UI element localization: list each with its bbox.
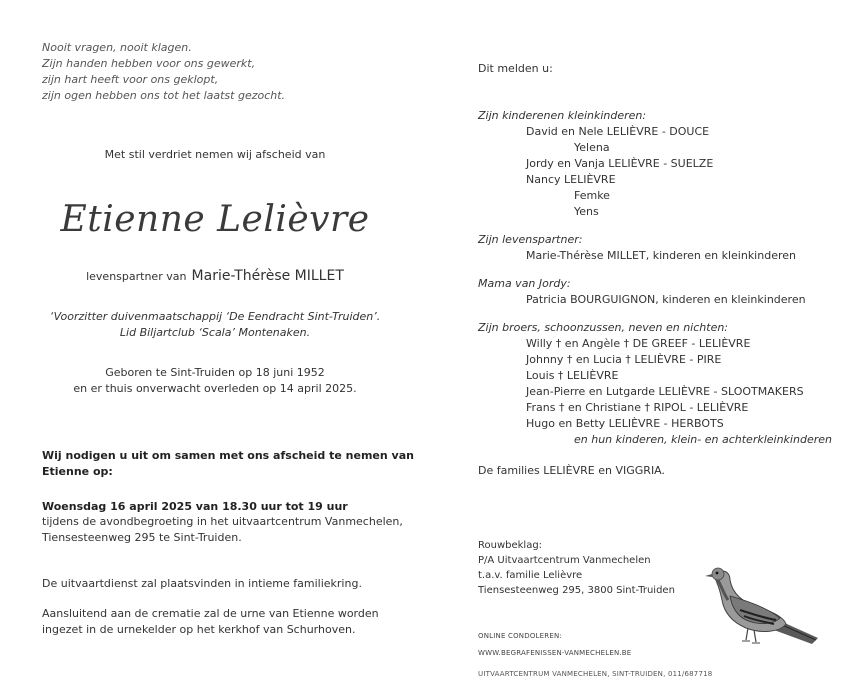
wake-date: Woensdag 16 april 2025 van 18.30 uur tot 19 uur	[42, 500, 348, 513]
poem-line: Zijn handen hebben voor ons gewerkt,	[42, 57, 256, 70]
address-line: Tiensesteenweg 295, 3800 Sint-Truiden	[478, 585, 675, 596]
mama-heading: Mama van Jordy:	[478, 277, 571, 290]
family-line: Frans † en Christiane † RIPOL - LELIÈVRE	[526, 401, 749, 414]
family-line: Jean-Pierre en Lutgarde LELIÈVRE - SLOOTMAKERS	[526, 385, 804, 398]
poem-line: zijn hart heeft voor ons geklopt,	[42, 73, 219, 86]
wake-details	[42, 514, 403, 546]
partner-prefix: levenspartner van	[86, 270, 187, 283]
cremation-info	[42, 606, 379, 638]
family-line: Jordy en Vanja LELIÈVRE - SUELZE	[526, 157, 714, 170]
online-condolences	[478, 628, 631, 662]
family-line: David en Nele LELIÈVRE - DOUCE	[526, 125, 710, 138]
invitation-line: Etienne op:	[42, 465, 113, 478]
family-line: Willy † en Angèle † DE GREEF - LELIÈVRE	[526, 337, 751, 350]
siblings-heading: Zijn broers, schoonzussen, neven en nichten:	[478, 321, 729, 334]
partner-heading: Zijn levenspartner:	[478, 233, 583, 246]
family-line: Marie-Thérèse MILLET, kinderen en kleinkinderen	[526, 249, 796, 262]
address-line: P/A Uitvaartcentrum Vanmechelen	[478, 555, 651, 566]
partner-line	[0, 265, 430, 284]
footer-contact: UITVAARTCENTRUM VANMECHELEN, SINT-TRUIDEN, 011/687718	[478, 670, 713, 678]
club-line: ‘Voorzitter duivenmaatschappij ‘De Eendracht Sint-Truiden’.	[49, 310, 381, 323]
family-line: Nancy LELIÈVRE	[526, 173, 616, 186]
children-heading: Zijn kinderenen kleinkinderen:	[478, 109, 647, 122]
condolence-address	[478, 538, 675, 598]
family-line: Patricia BOURGUIGNON, kinderen en kleinkinderen	[526, 293, 806, 306]
invitation-line: Wij nodigen u uit om samen met ons afscheid te nemen van	[42, 449, 414, 462]
siblings-closing: en hun kinderen, klein- en achterkleinkinderen	[574, 433, 832, 446]
death-line: en er thuis onverwacht overleden op 14 april 2025.	[73, 382, 357, 395]
address-line: Rouwbeklag:	[478, 540, 543, 551]
wake-line: tijdens de avondbegroeting in het uitvaartcentrum Vanmechelen,	[42, 515, 403, 528]
cremation-line: Aansluitend aan de crematie zal de urne van Etienne worden	[42, 607, 379, 620]
family-line: Hugo en Betty LELIÈVRE - HERBOTS	[526, 417, 724, 430]
poem-line: zijn ogen hebben ons tot het laatst gezocht.	[42, 89, 286, 102]
family-line: Femke	[574, 189, 610, 202]
families-line: De families LELIÈVRE en VIGGRIA.	[478, 464, 666, 477]
cremation-line: ingezet in de urnekelder op het kerkhof van Schurhoven.	[42, 623, 356, 636]
family-line: Yelena	[574, 141, 610, 154]
family-line: Louis † LELIÈVRE	[526, 369, 619, 382]
club-memberships	[0, 309, 430, 341]
birth-death-info	[0, 365, 430, 397]
intro-text: Met stil verdriet nemen wij afscheid van	[104, 148, 326, 161]
club-line: Lid Biljartclub ‘Scala’ Montenaken.	[119, 326, 311, 339]
poem-line: Nooit vragen, nooit klagen.	[42, 41, 192, 54]
pigeon-icon	[700, 558, 822, 650]
poem	[42, 40, 285, 104]
online-url[interactable]: WWW.BEGRAFENISSEN-VANMECHELEN.BE	[478, 649, 632, 657]
address-line: t.a.v. familie Lelièvre	[478, 570, 583, 581]
birth-line: Geboren te Sint-Truiden op 18 juni 1952	[105, 366, 325, 379]
invitation	[42, 448, 414, 480]
announce-text: Dit melden u:	[478, 62, 553, 75]
partner-name: Marie-Thérèse MILLET	[191, 268, 344, 284]
family-line: Johnny † en Lucia † LELIÈVRE - PIRE	[526, 353, 722, 366]
deceased-name: Etienne Lelièvre	[60, 199, 370, 240]
family-line: Yens	[574, 205, 599, 218]
service-info: De uitvaartdienst zal plaatsvinden in intieme familiekring.	[42, 577, 362, 590]
wake-line: Tiensesteenweg 295 te Sint-Truiden.	[42, 531, 242, 544]
online-label: ONLINE CONDOLEREN:	[478, 632, 562, 640]
